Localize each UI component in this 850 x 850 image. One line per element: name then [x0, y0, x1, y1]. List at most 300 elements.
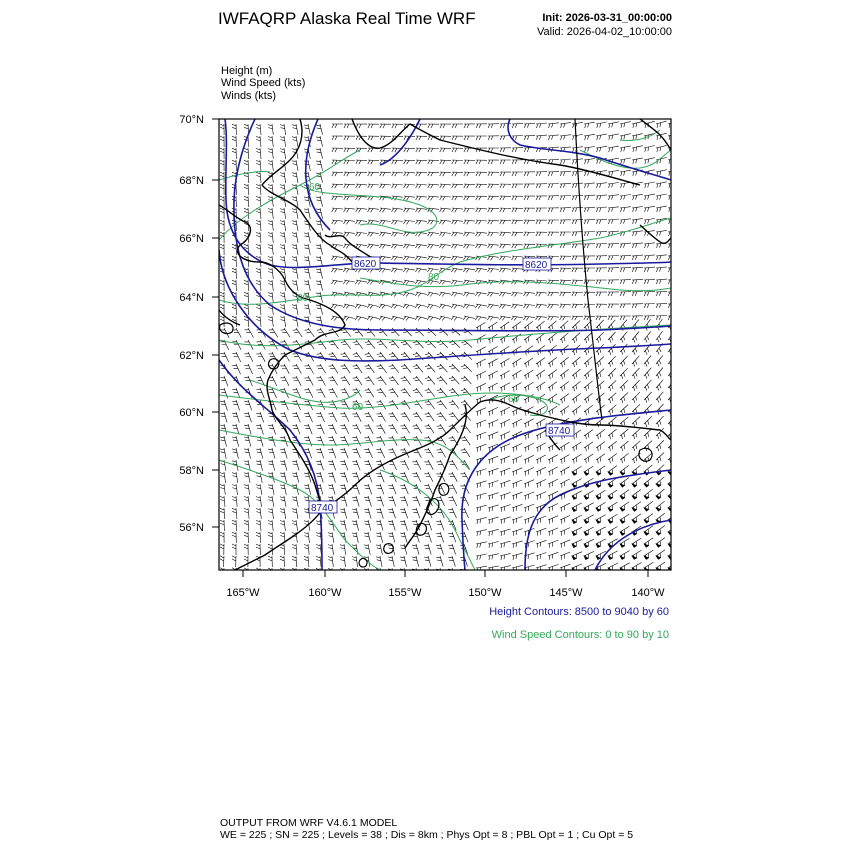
- wind-barb: [292, 304, 298, 315]
- wind-barb: [560, 382, 569, 392]
- variable-wind-speed: Wind Speed (kts): [221, 77, 306, 89]
- wind-barb: [437, 460, 446, 470]
- wind-barb: [560, 159, 571, 164]
- lat-label: 68°N: [179, 175, 204, 187]
- wind-barb: [584, 442, 593, 452]
- wind-barb: [365, 388, 374, 397]
- wind-barb: [584, 244, 595, 248]
- wind-barb: [632, 332, 639, 343]
- wind-barb: [644, 550, 653, 559]
- wind-barb: [440, 172, 451, 176]
- wind-barb: [668, 440, 676, 451]
- wind-barb: [523, 316, 535, 320]
- wind-barb: [368, 184, 379, 188]
- wind-barb: [487, 292, 499, 296]
- wind-barb: [560, 442, 569, 451]
- wind-barb: [500, 517, 511, 524]
- wind-barb: [232, 520, 237, 531]
- wind-barb: [256, 544, 260, 555]
- wind-barb: [256, 448, 263, 459]
- wind-barb: [356, 184, 367, 188]
- wind-barb: [608, 268, 619, 272]
- wind-barb: [536, 419, 546, 428]
- wind-barb: [572, 122, 583, 128]
- wind-barb: [668, 489, 676, 499]
- wind-barb: [548, 540, 558, 548]
- wind-barb: [608, 441, 617, 451]
- wind-barb: [512, 468, 522, 476]
- wind-barb: [548, 292, 559, 296]
- wind-barb: [428, 172, 439, 176]
- wind-barb: [668, 157, 679, 164]
- wind-barb: [476, 208, 487, 212]
- wind-barb: [451, 256, 463, 260]
- wind-barb: [584, 405, 593, 415]
- wind-barb: [644, 489, 653, 499]
- wind-barb: [304, 424, 312, 434]
- wind-barb: [524, 232, 535, 236]
- wind-barb: [304, 280, 310, 291]
- wind-barb: [292, 136, 298, 147]
- wind-barb: [356, 124, 367, 128]
- wind-barb: [304, 244, 310, 255]
- wind-barb: [256, 532, 261, 543]
- wind-barb: [608, 280, 619, 284]
- wind-barb: [376, 544, 382, 555]
- wind-barb: [632, 158, 643, 164]
- wind-barb: [440, 148, 451, 152]
- wind-barb: [584, 369, 592, 379]
- wind-barb: [344, 196, 355, 200]
- lat-label: 66°N: [179, 233, 204, 245]
- wind-barb: [668, 194, 679, 200]
- wind-barb: [388, 448, 397, 458]
- wind-barb: [389, 328, 399, 336]
- wind-barb: [292, 280, 298, 291]
- wind-barb: [244, 352, 253, 362]
- wind-barb: [268, 136, 273, 147]
- wind-barb: [268, 508, 273, 519]
- wind-barb: [548, 516, 558, 524]
- wind-barb: [425, 448, 434, 458]
- wind-barb: [608, 243, 619, 248]
- wind-barb: [560, 467, 570, 476]
- wind-barb: [220, 280, 224, 291]
- wind-barb: [304, 412, 312, 422]
- lon-label: 160°W: [308, 587, 342, 599]
- wind-barb: [448, 484, 457, 494]
- wind-barb: [608, 146, 619, 152]
- wind-barb: [220, 376, 228, 386]
- wind-barb: [632, 538, 641, 547]
- wind-barb: [644, 182, 655, 188]
- wind-barb: [344, 148, 355, 152]
- wind-barb: [451, 292, 463, 297]
- wind-barb: [220, 220, 224, 231]
- wind-barb: [476, 371, 486, 380]
- wind-barb: [536, 172, 547, 176]
- wind-barb: [316, 544, 321, 555]
- wind-barb: [379, 268, 391, 273]
- wind-barb: [427, 256, 438, 260]
- wind-barb: [488, 383, 498, 392]
- wind-barb: [584, 551, 594, 559]
- wind-barb: [389, 352, 399, 361]
- wind-barb: [439, 316, 451, 321]
- lon-label: 145°W: [549, 587, 583, 599]
- wind-barb: [500, 322, 509, 331]
- wind-barb: [391, 244, 403, 248]
- wind-barb: [536, 123, 547, 128]
- wind-barb: [668, 133, 679, 140]
- wind-barb: [548, 443, 558, 452]
- wind-barb: [400, 484, 408, 494]
- wind-barb: [328, 424, 336, 434]
- wind-barb: [584, 491, 594, 500]
- wind-barb: [355, 292, 367, 297]
- wind-barb: [560, 455, 570, 464]
- wind-barb: [632, 207, 643, 212]
- wind-barb: [560, 292, 571, 296]
- wind-barb: [572, 552, 582, 560]
- wind-barb: [668, 416, 675, 427]
- wind-barb: [379, 304, 391, 309]
- wind-barb: [536, 431, 546, 440]
- wind-barb: [413, 364, 423, 372]
- wind-barb: [572, 515, 582, 524]
- wind-barb: [416, 196, 427, 200]
- wind-barb: [560, 333, 568, 343]
- wind-barb: [412, 544, 419, 555]
- wind-barb: [367, 304, 379, 309]
- wind-barb: [256, 496, 262, 507]
- wind-barb: [280, 376, 289, 386]
- wind-barb: [584, 292, 595, 296]
- wind-barb: [464, 196, 475, 200]
- wind-barb: [464, 232, 475, 236]
- wind-barb: [632, 146, 643, 152]
- wind-barb: [656, 182, 667, 188]
- wind-barb: [413, 376, 423, 385]
- wind-barb: [476, 481, 487, 488]
- wind-barb: [452, 136, 463, 140]
- wind-barb: [244, 496, 249, 507]
- wind-barb: [572, 268, 583, 272]
- wind-barb: [500, 172, 511, 176]
- wind-barb: [512, 148, 523, 152]
- wind-barb: [328, 520, 334, 531]
- wind-barb: [428, 160, 439, 164]
- wind-barb: [644, 319, 651, 330]
- wind-barb: [280, 208, 286, 219]
- wind-barb: [425, 400, 435, 409]
- wind-barb: [428, 196, 439, 200]
- wind-barb: [512, 256, 523, 260]
- wind-barb: [596, 292, 607, 296]
- wind-barb: [437, 424, 446, 433]
- wind-barb: [415, 256, 427, 261]
- wind-barb: [596, 515, 606, 524]
- wind-barb: [548, 455, 558, 464]
- wind-barb: [331, 268, 343, 272]
- wind-barb: [656, 368, 663, 379]
- wind-barb: [344, 136, 355, 140]
- wind-barb: [245, 328, 254, 338]
- wind-barb: [256, 352, 265, 362]
- wind-barb: [656, 145, 667, 152]
- wind-barb: [500, 268, 511, 272]
- wind-barb: [476, 184, 487, 188]
- wind-barb: [632, 316, 643, 320]
- wind-barb: [461, 328, 472, 335]
- wind-barb: [403, 268, 415, 273]
- wind-barb: [500, 334, 509, 343]
- wind-barb: [427, 292, 439, 297]
- wind-barb: [404, 220, 415, 224]
- wind-barb: [220, 484, 225, 495]
- wind-barb: [644, 477, 653, 487]
- wind-barb: [367, 244, 379, 248]
- wind-barb: [413, 412, 422, 421]
- wind-barb: [353, 364, 363, 373]
- wind-barb: [331, 280, 343, 285]
- wind-barb: [488, 517, 499, 524]
- wind-barb: [620, 551, 630, 560]
- wind-barb: [536, 492, 546, 500]
- wind-barb: [512, 123, 523, 128]
- wind-barb: [244, 160, 249, 171]
- wind-barb: [500, 208, 511, 212]
- wind-barb: [280, 472, 287, 483]
- wind-barb: [452, 124, 463, 128]
- wind-barb: [268, 484, 274, 495]
- wind-barb: [416, 136, 427, 140]
- wind-barb: [355, 316, 367, 321]
- wind-barb: [352, 508, 359, 519]
- wind-barb: [316, 388, 325, 398]
- wind-barb: [560, 256, 571, 260]
- wind-barb: [340, 412, 349, 422]
- wind-barb: [232, 508, 237, 519]
- wind-barb: [449, 424, 459, 433]
- wind-barb: [608, 393, 616, 403]
- wind-barb: [292, 160, 298, 171]
- wind-contour-label: 80: [297, 293, 309, 304]
- wind-barb: [584, 393, 593, 403]
- wind-barb: [244, 292, 249, 303]
- wind-barb: [352, 520, 359, 531]
- wind-barb: [656, 550, 665, 560]
- wind-barb: [256, 364, 264, 374]
- wind-barb: [232, 412, 239, 423]
- wind-barb: [499, 304, 511, 308]
- wind-barb: [548, 123, 559, 128]
- wind-barb: [232, 448, 238, 459]
- wind-barb: [220, 496, 225, 507]
- wind-barb: [620, 380, 628, 391]
- wind-barb: [340, 508, 347, 519]
- wind-barb: [232, 544, 236, 555]
- wind-barb: [244, 544, 248, 555]
- wind-barb: [268, 460, 275, 471]
- wind-barb: [524, 184, 535, 188]
- wind-barb: [572, 527, 582, 535]
- wind-barb: [548, 316, 559, 320]
- wind-barb: [437, 352, 448, 360]
- wind-barb: [304, 532, 309, 543]
- wind-barb: [536, 232, 547, 236]
- wind-barb: [380, 220, 391, 224]
- wind-barb: [377, 412, 386, 422]
- model-info: OUTPUT FROM WRF V4.6.1 MODEL: [220, 817, 398, 829]
- wind-barb: [584, 232, 595, 237]
- wind-barb: [365, 364, 375, 373]
- wind-barb: [656, 477, 664, 487]
- lat-label: 58°N: [179, 465, 204, 477]
- wind-barb: [304, 232, 310, 243]
- wind-barb: [328, 460, 335, 470]
- wind-barb: [400, 556, 406, 567]
- wind-barb: [512, 220, 523, 224]
- wind-barb: [620, 316, 631, 320]
- wind-barb: [379, 232, 391, 236]
- wind-barb: [644, 514, 653, 524]
- wind-contour-label: 60: [508, 394, 520, 405]
- wind-barb: [256, 268, 261, 279]
- wind-barb: [377, 352, 387, 361]
- wind-barb: [316, 412, 324, 422]
- wind-barb: [220, 472, 226, 483]
- wind-barb: [488, 456, 498, 463]
- lon-label: 140°W: [631, 587, 665, 599]
- wind-barb: [401, 328, 412, 336]
- wind-barb: [524, 321, 533, 331]
- wind-barb: [608, 454, 617, 464]
- wind-barb: [560, 304, 571, 308]
- wind-barb: [608, 292, 619, 296]
- wind-barb: [476, 160, 487, 164]
- wind-barb: [476, 420, 486, 428]
- wind-barb: [488, 256, 499, 260]
- wind-barb: [608, 490, 617, 499]
- wind-barb: [608, 514, 617, 523]
- wind-barb: [596, 195, 607, 200]
- height-contour-label: 8740: [548, 426, 571, 437]
- wind-barb: [364, 508, 371, 519]
- wind-barb: [452, 232, 463, 236]
- wind-barb: [668, 267, 679, 272]
- wind-barb: [572, 183, 583, 188]
- wind-barb: [401, 436, 410, 446]
- wind-barb: [476, 542, 487, 548]
- wind-barb: [452, 160, 463, 164]
- wind-barb: [368, 160, 379, 164]
- wind-barb: [512, 208, 523, 212]
- wind-barb: [461, 448, 470, 457]
- wind-barb: [415, 304, 427, 309]
- wind-barb: [269, 328, 278, 337]
- wind-barb: [364, 484, 371, 494]
- wind-barb: [232, 244, 236, 255]
- wind-barb: [352, 532, 358, 543]
- wind-barb: [500, 419, 510, 427]
- wind-barb: [524, 541, 535, 548]
- wind-barb: [656, 316, 667, 321]
- wind-barb: [463, 304, 475, 309]
- wind-barb: [461, 436, 471, 445]
- wind-barb: [391, 304, 403, 309]
- wind-barb: [644, 243, 655, 248]
- wind-barb: [416, 160, 427, 164]
- wind-barb: [476, 493, 487, 500]
- wind-barb: [268, 124, 273, 135]
- wind-barb: [292, 556, 297, 567]
- wind-barb: [281, 328, 290, 337]
- wind-barb: [232, 256, 236, 267]
- wind-barb: [608, 316, 619, 320]
- wind-barb: [280, 496, 286, 507]
- wind-barb: [475, 304, 487, 308]
- wind-barb: [572, 333, 580, 343]
- wind-barb: [608, 170, 619, 176]
- wind-barb: [413, 424, 422, 433]
- wind-contour-labels: [297, 182, 520, 413]
- wind-barb: [367, 292, 379, 297]
- wind-barb: [256, 160, 261, 171]
- wind-barb: [632, 417, 640, 427]
- wind-barb: [644, 267, 655, 272]
- wind-barb: [500, 383, 510, 392]
- wind-barb: [280, 508, 286, 519]
- wind-barb: [632, 490, 641, 500]
- wind-barb: [392, 220, 403, 224]
- wind-barb: [367, 232, 379, 236]
- lon-ticks: [243, 570, 648, 577]
- wind-barb: [572, 256, 583, 260]
- wind-barb: [632, 304, 643, 308]
- wind-barb: [536, 333, 545, 343]
- wind-barb: [449, 400, 459, 409]
- wind-barb: [584, 195, 595, 200]
- wind-barb: [620, 267, 631, 272]
- wind-barb: [452, 196, 463, 200]
- wind-barb: [512, 160, 523, 164]
- wind-barb: [379, 316, 391, 321]
- wind-barb: [620, 429, 628, 439]
- wind-barb: [364, 496, 371, 507]
- wind-barb: [244, 280, 249, 291]
- wind-barb: [404, 208, 415, 212]
- wind-barb: [292, 208, 298, 219]
- wind-barb: [413, 328, 424, 336]
- wind-barb: [388, 508, 395, 518]
- wind-barb: [244, 484, 250, 495]
- wind-barb: [524, 292, 535, 296]
- wind-barb: [364, 544, 370, 555]
- wind-barb: [560, 171, 571, 176]
- lon-labels: [226, 587, 665, 599]
- wind-barb: [512, 383, 522, 392]
- wind-barb: [341, 364, 350, 373]
- wind-barb: [608, 356, 616, 367]
- wind-barb: [656, 331, 663, 342]
- wind-barb: [316, 304, 323, 315]
- wind-barb: [487, 304, 499, 309]
- wind-barb: [256, 412, 263, 422]
- wind-barb: [560, 135, 571, 140]
- wind-barb: [632, 392, 640, 403]
- wind-barb: [488, 160, 499, 164]
